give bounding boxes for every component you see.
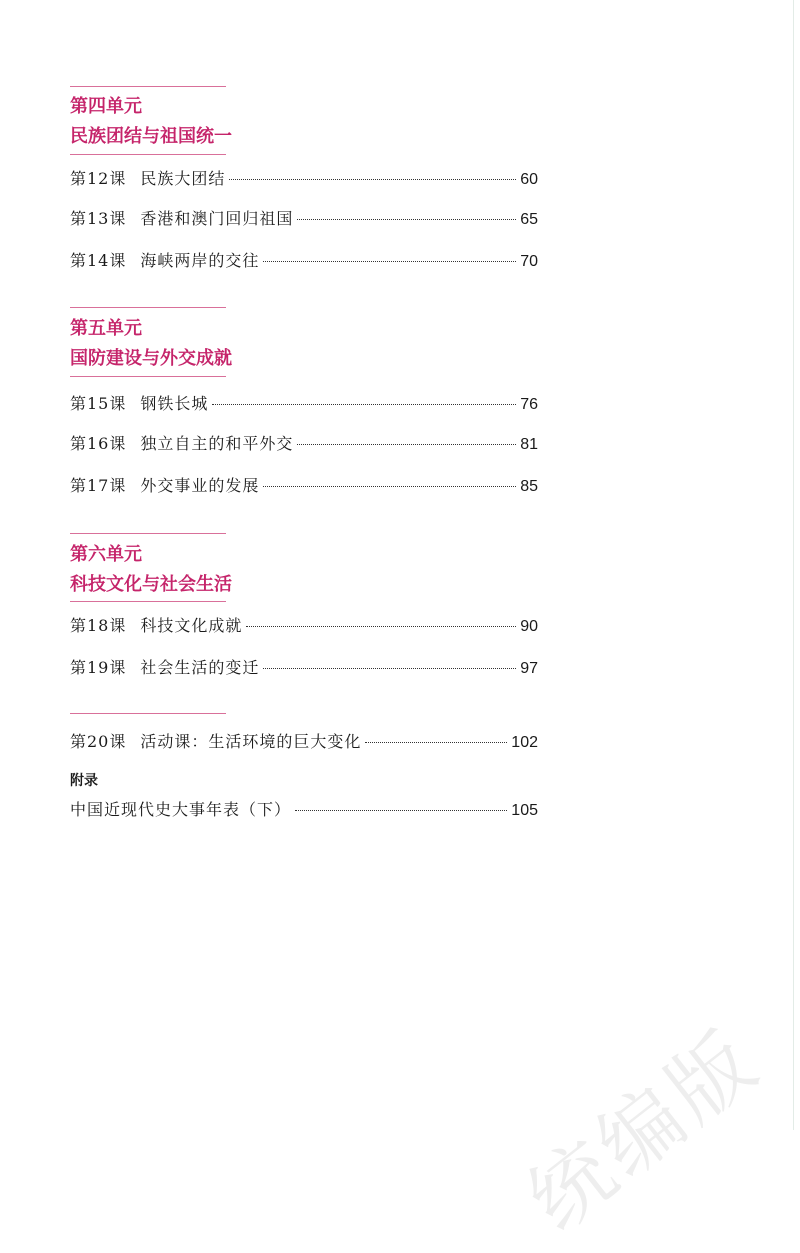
lesson-number: 第19课: [70, 658, 127, 677]
unit-heading: [70, 540, 232, 600]
toc-entry[interactable]: [70, 391, 538, 415]
lesson-title: 活动课：生活环境的巨大变化: [140, 732, 362, 751]
lesson-number: 第14课: [70, 251, 127, 270]
page-edge-line: [793, 0, 794, 1130]
page-number: 60: [520, 171, 538, 188]
unit-title: 第五单元: [70, 318, 142, 339]
watermark: 统编版: [511, 1011, 778, 1250]
dot-leader: [295, 810, 507, 811]
unit-subtitle: 国防建设与外交成就: [70, 348, 232, 369]
lesson-number: 第12课: [70, 169, 127, 188]
section-divider: [70, 713, 226, 714]
page-number: 90: [520, 618, 538, 635]
unit-divider: [70, 307, 226, 308]
lesson-title: 海峡两岸的交往: [140, 251, 260, 270]
unit-divider: [70, 154, 226, 155]
toc-entry[interactable]: [70, 655, 538, 679]
toc-entry[interactable]: [70, 248, 538, 272]
unit-title: 第四单元: [70, 96, 142, 117]
unit-subtitle: 民族团结与祖国统一: [70, 126, 232, 147]
lesson-title: 香港和澳门回归祖国: [140, 209, 294, 228]
dot-leader: [297, 219, 516, 220]
dot-leader: [297, 444, 516, 445]
lesson-number: 第17课: [70, 476, 127, 495]
lesson-title: 社会生活的变迁: [140, 658, 260, 677]
page-number: 105: [511, 802, 538, 819]
page-number: 97: [520, 660, 538, 677]
page-number: 102: [511, 734, 538, 751]
lesson-title: 外交事业的发展: [140, 476, 260, 495]
page-number: 65: [520, 211, 538, 228]
appendix-heading: 附录: [70, 772, 98, 788]
dot-leader: [246, 626, 516, 627]
unit-divider: [70, 376, 226, 377]
lesson-number: 第20课: [70, 732, 127, 751]
page-number: 85: [520, 478, 538, 495]
lesson-title: 民族大团结: [140, 169, 226, 188]
unit-divider: [70, 533, 226, 534]
appendix-item-title: 中国近现代史大事年表（下）: [70, 800, 292, 819]
toc-entry[interactable]: [70, 206, 538, 230]
unit-divider: [70, 86, 226, 87]
dot-leader: [263, 668, 516, 669]
dot-leader: [365, 742, 507, 743]
unit-divider: [70, 601, 226, 602]
page-number: 76: [520, 396, 538, 413]
unit-heading: [70, 92, 232, 152]
toc-entry[interactable]: [70, 473, 538, 497]
unit-subtitle: 科技文化与社会生活: [70, 574, 232, 595]
dot-leader: [212, 404, 516, 405]
toc-entry-activity[interactable]: [70, 729, 538, 753]
dot-leader: [263, 486, 516, 487]
toc-entry[interactable]: [70, 431, 538, 455]
toc-entry-appendix[interactable]: [70, 797, 538, 821]
page-number: 70: [520, 253, 538, 270]
lesson-number: 第15课: [70, 394, 127, 413]
lesson-title: 独立自主的和平外交: [140, 434, 294, 453]
lesson-number: 第18课: [70, 616, 127, 635]
toc-entry[interactable]: [70, 613, 538, 637]
page-number: 81: [520, 436, 538, 453]
lesson-title: 科技文化成就: [140, 616, 243, 635]
lesson-number: 第13课: [70, 209, 127, 228]
toc-entry[interactable]: [70, 166, 538, 190]
unit-heading: [70, 314, 232, 374]
lesson-title: 钢铁长城: [140, 394, 209, 413]
dot-leader: [263, 261, 516, 262]
dot-leader: [229, 179, 516, 180]
lesson-number: 第16课: [70, 434, 127, 453]
unit-title: 第六单元: [70, 544, 142, 565]
